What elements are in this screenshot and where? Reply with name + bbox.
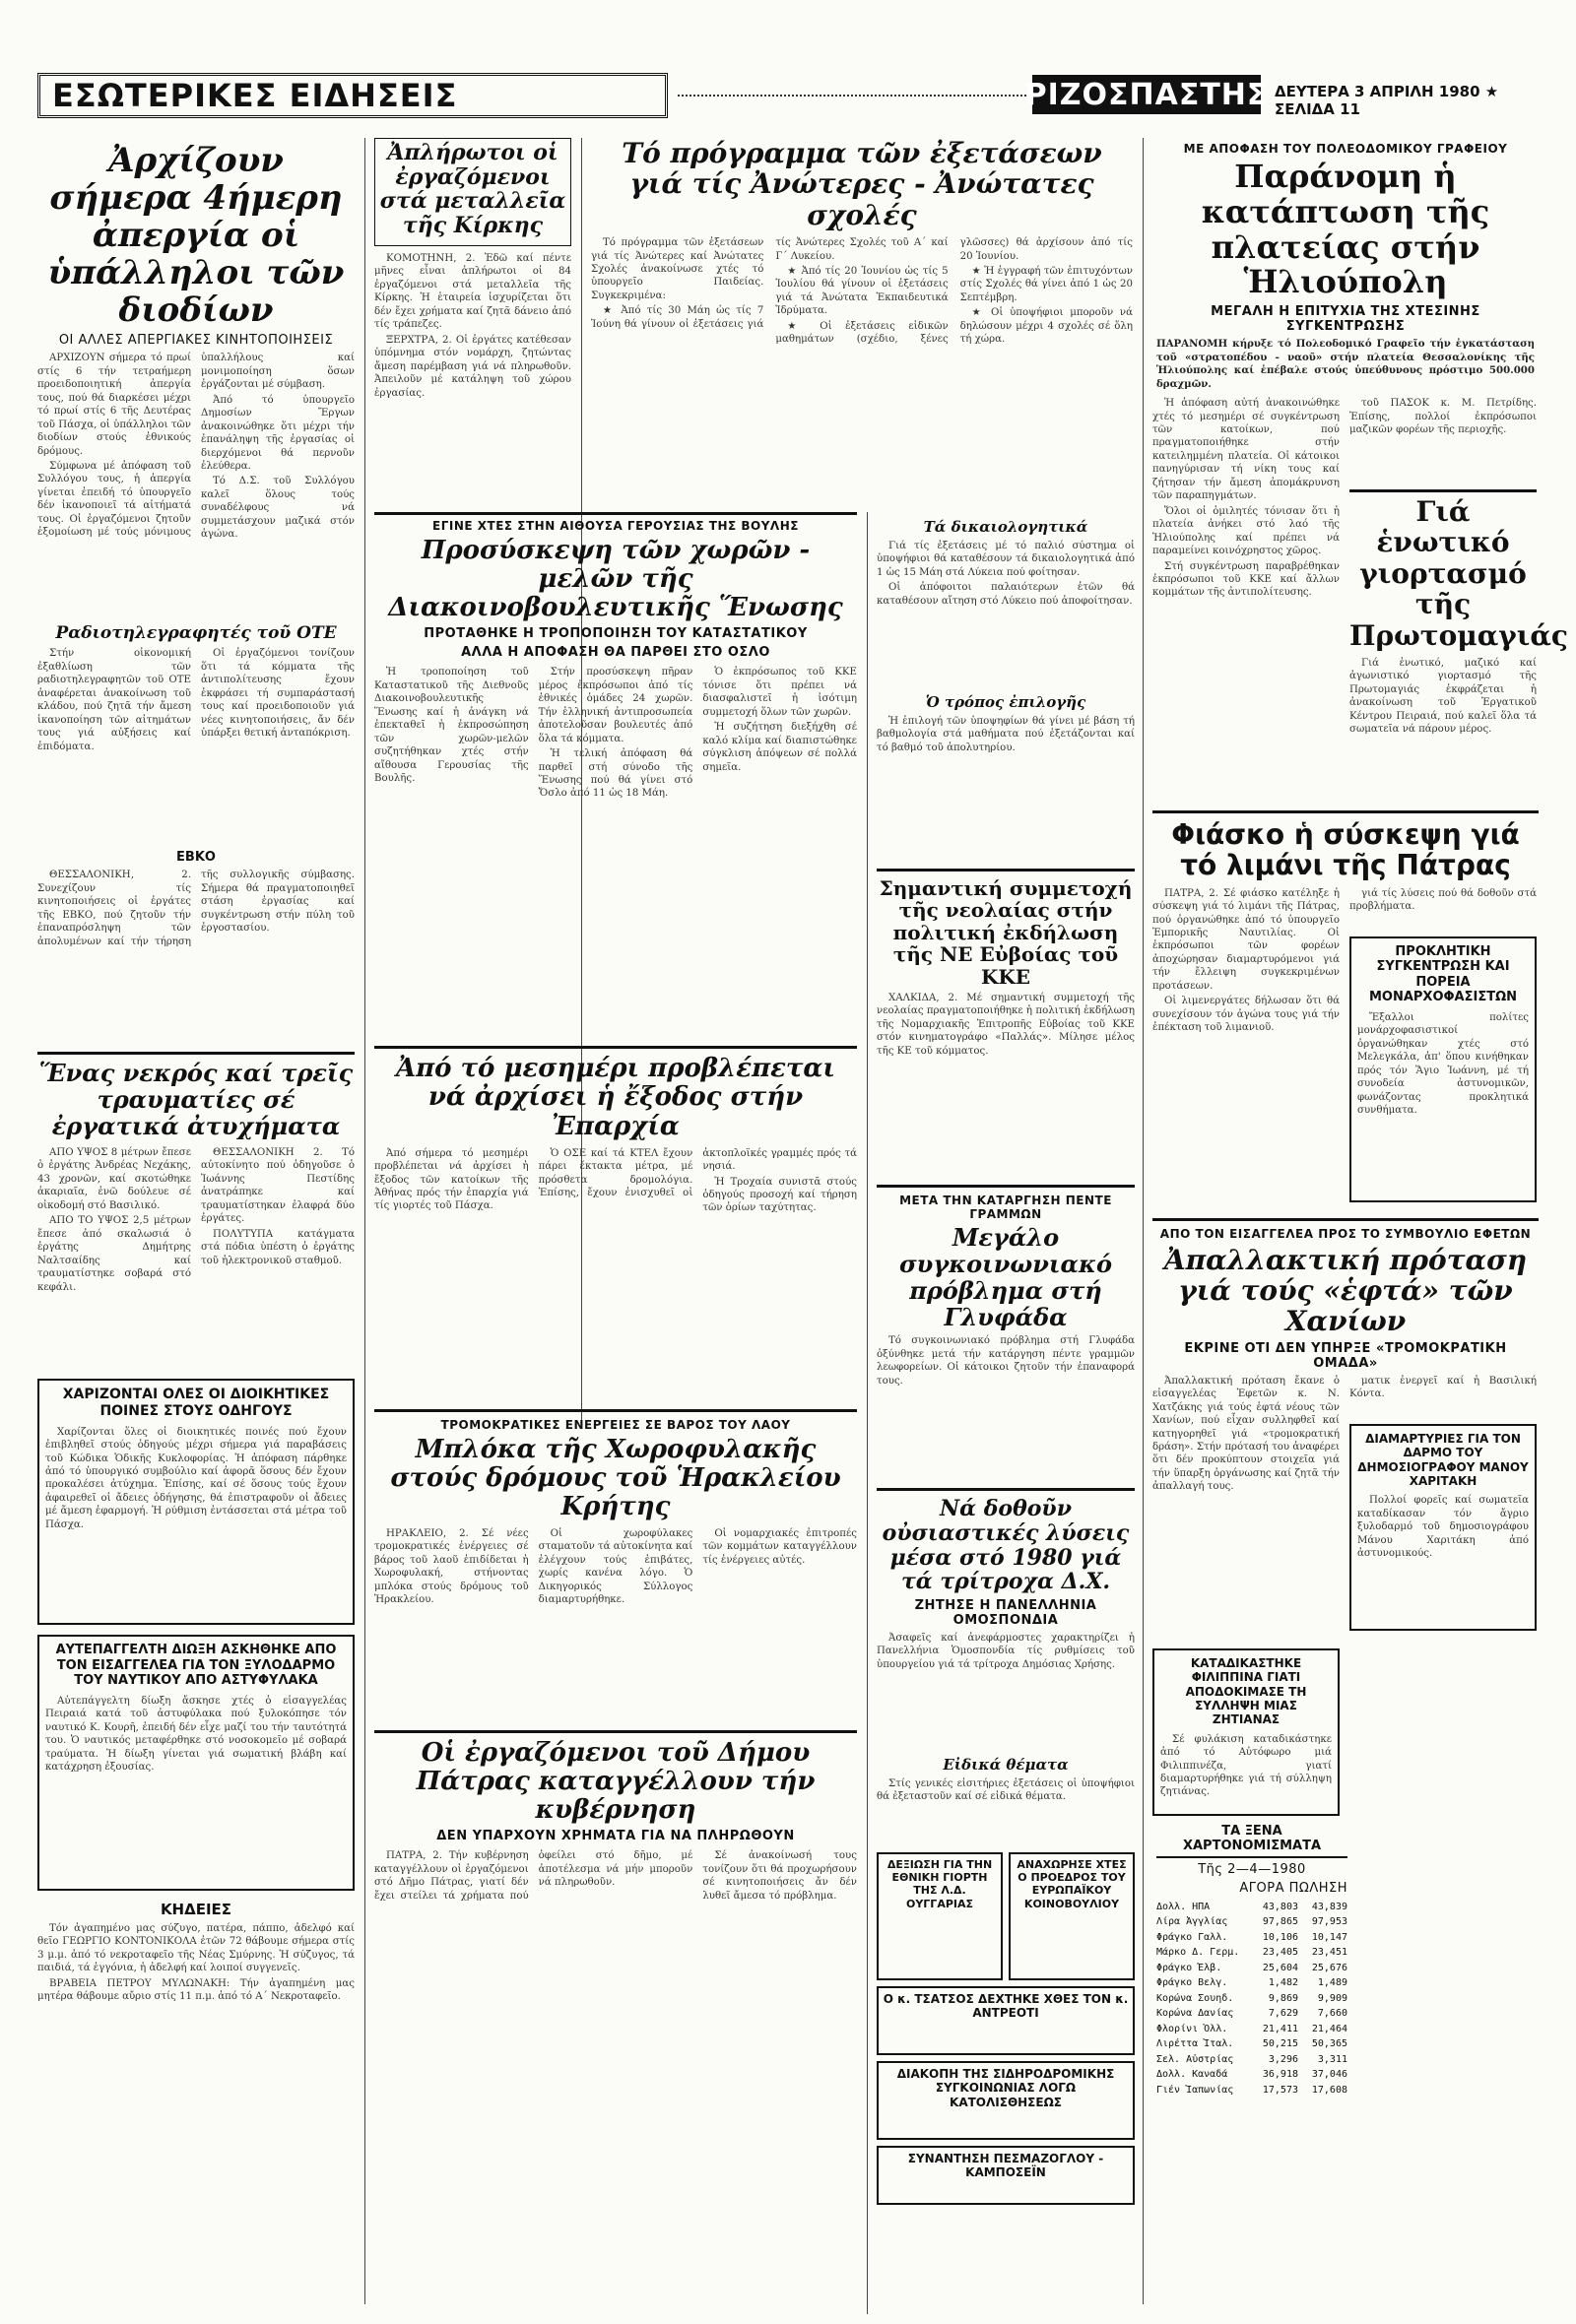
column-divider <box>1143 138 1144 2304</box>
fx-sell: 17,608 <box>1311 2084 1347 2096</box>
box-journalist <box>1349 1424 1537 1631</box>
fx-currency: Φράγκο Βελγ. <box>1156 1977 1228 1989</box>
box-tsatsos <box>877 1986 1135 2055</box>
sub-iliou: ΜΕΓΑΛΗ Η ΕΠΙΤΥΧΙΑ ΤΗΣ ΧΤΕΣΙΝΗΣ ΣΥΓΚΕΝΤΡΩΣΗΣ <box>1211 304 1480 335</box>
article-patra-port: ΠΑΤΡΑ, 2. Σέ φιάσκο κατέληξε ἡ σύσκεψη γιά τό λιμάνι τῆς Πάτρας, πού ὀργανώθηκε ἀπό τό ὑπουργεῖο Ἐμπορικῆς Ναυτιλίας. Οἱ ἐκπρόσωποι τῶν φορέων ἀποχώρησαν διαμαρτυρόμενοι γιά τήν ἔλλειψη συγκεκριμένων προτάσεων. Οἱ λιμενεργάτες δήλωσαν ὅτι θά συνεχίσουν τόν ἀγώνα τους γιά τήν ἐπέκταση τοῦ λιμανιοῦ. <box>1152 887 1341 1034</box>
fx-currency: Γιέν Ἰαπωνίας <box>1156 2084 1234 2096</box>
box-hungary <box>877 1852 1003 1980</box>
dateline-heraklion: ΗΡΑΚΛΕΙΟ, 2. <box>386 1527 469 1539</box>
separator <box>374 512 857 515</box>
column-4 <box>877 512 1135 2314</box>
article-accidents: ΑΠΟ ΥΨΟΣ 8 μέτρων ἔπεσε ὁ ἐργάτης Ἀνδρέας Νεχάκης, 43 χρονῶν, καί σκοτώθηκε ἀκαριαῖα, ἐνῶ δούλευε σέ οἰκοδομή στό Βασιλικό. ΑΠΟ ΤΟ ΥΨΟΣ 2,5 μέτρων ἔπεσε ἀπό σκαλωσιά ὁ ἐργάτης Δημήτρης Ναλτσαίδης καί τραυματίστηκε σοβαρά στό κεφάλι. ΘΕΣΣΑΛΟΝΙΚΗ 2. Τό αὐτοκίνητο πού ὁδηγοῦσε ὁ Ἰωάννης Πεστίδης ἀνατράπηκε καί τραυματίστηκαν ἐλαφρά δύο ἐργάτες. ΠΟΛΥΤΥΠΑ κατάγματα στά πόδια ὑπέστη ὁ ἐργάτης τοῦ ἡλεκτρονικοῦ σταθμοῦ. <box>37 1147 355 1293</box>
article-crete: ΗΡΑΚΛΕΙΟ, 2. Σέ νέες τρομοκρατικές ἐνέργειες σέ βάρος τοῦ λαοῦ ἐπιδίδεται ἡ Χωροφυλακή, στήνοντας μπλόκα στούς δρόμους τοῦ Ἡρακλείου. Οἱ χωροφύλακες σταματοῦν τά αὐτοκίνητα καί ἐλέγχουν τούς ἐπιβάτες, χωρίς κανένα λόγο. Ὁ Δικηγορικός Σύλλογος διαμαρτυρήθηκε. Οἱ νομαρχιακές ἐπιτροπές τῶν κομμάτων καταγγέλλουν τίς ἐνέργειες αὐτές. <box>374 1527 857 1606</box>
subhead-docs: Τά δικαιολογητικά <box>923 518 1088 536</box>
fx-buy: 25,604 <box>1262 1962 1298 1973</box>
fx-sell: 23,451 <box>1311 1947 1347 1959</box>
fx-row <box>1156 2036 1347 2052</box>
fx-sell: 9,909 <box>1317 1992 1347 2004</box>
box-prosecution-title: ΑΥΤΕΠΑΓΓΕΛΤΗ ΔΙΩΞΗ ΑΣΚΗΘΗΚΕ ΑΠΟ ΤΟΝ ΕΙΣΑΓΓΕΛΕΑ ΓΙΑ ΤΟΝ ΞΥΛΟΔΑΡΜΟ ΤΟΥ ΝΑΥΤΙΚΟΥ ΑΠΟ ΑΣΤΥΦΥΛΑΚΑ <box>55 1643 337 1689</box>
headline-exodus: Ἀπό τό μεσημέρι προβλέπεται νά ἀρχίσει ἡ ἔξοδος στήν Ἐπαρχία <box>395 1054 836 1141</box>
fx-currency: Κορώνα Δανίας <box>1156 2008 1234 2020</box>
fx-title: ΤΑ ΞΕΝΑ ΧΑΡΤΟΝΟΜΙΣΜΑΤΑ <box>1156 1824 1347 1858</box>
article-selection: Ἡ ἐπιλογή τῶν ὑποψηφίων θά γίνει μέ βάση τή βαθμολογία στά μαθήματα πού ἐξετάζονται καί τό βαθμό τοῦ ἀπολυτηρίου. <box>877 716 1135 753</box>
article-glyfada: Τό συγκοινωνιακό πρόβλημα στή Γλυφάδα ὀξύνθηκε μετά τήν κατάργηση πέντε γραμμῶν λεωφορείων. Οἱ κάτοικοι ζητοῦν τήν ἐπαναφορά τους. <box>877 1335 1135 1387</box>
box-tsatsos-title: Ο κ. ΤΣΑΤΣΟΣ ΔΕΧΤΗΚΕ ΧΘΕΣ ΤΟΝ κ. ΑΝΤΡΕΟΤΙ <box>883 1991 1129 2021</box>
article-youth: ΧΑΛΚΙΔΑ, 2. Μέ σημαντική συμμετοχή τῆς νεολαίας πραγματοποιήθηκε ἡ πολιτική ἐκδήλωση τῆς Νομαρχιακῆς Ἐπιτροπῆς Εὐβοίας τοῦ ΚΚΕ στόν κινηματογράφο «Παλλάς». Μίλησε μέλος τῆς ΚΕ τοῦ κόμματος. <box>877 992 1135 1057</box>
fx-date: Τῆς 2—4—1980 <box>1198 1861 1306 1877</box>
issue-date: ΔΕΥΤΕΡΑ 3 ΑΠΡΙΛΗ 1980 ★ ΣΕΛΙΔΑ 11 <box>1275 83 1499 118</box>
section-title: ΕΣΩΤΕΡΙΚΕΣ ΕΙΔΗΣΕΙΣ <box>37 73 668 118</box>
fx-row <box>1156 2022 1347 2037</box>
headline-patra-workers: Οἱ ἐργαζόμενοι τοῦ Δήμου Πάτρας καταγγέλλουν τήν κυβέρνηση <box>416 1737 816 1826</box>
kicker-parliament: ΕΓΙΝΕ ΧΤΕΣ ΣΤΗΝ ΑΙΘΟΥΣΑ ΓΕΡΟΥΣΙΑΣ ΤΗΣ ΒΟΥΛΗΣ <box>432 519 799 533</box>
article-kirki: ΚΟΜΟΤΗΝΗ, 2. Ἐδῶ καί πέντε μῆνες εἶναι ἀπλήρωτοι οἱ 84 ἐργαζόμενοι στά μεταλλεῖα τῆς Κίρκης. Ἡ ἑταιρεία ἰσχυρίζεται ὅτι δέν ἔχει χρήματα καί ζητᾶ δάνειο ἀπό τίς τράπεζες. ΞΕΡΧΤΡΑ, 2. Οἱ ἐργάτες κατέθεσαν ὑπόμνημα στόν νομάρχη, ζητώντας ἄμεση παρέμβαση γιά νά πληρωθοῦν. Ἀπειλοῦν μέ κατάληψη τοῦ χώρου ἐργασίας. <box>374 253 572 399</box>
headline-parliament: Προσύσκεψη τῶν χωρῶν - μελῶν τῆς Διακοινοβουλευτικῆς Ἕνωσης <box>388 536 843 623</box>
fx-row <box>1156 1991 1347 2007</box>
sub-chania: ΕΚΡΙΝΕ ΟΤΙ ΔΕΝ ΥΠΗΡΞΕ «ΤΡΟΜΟΚΡΑΤΙΚΗ ΟΜΑΔΑ» <box>1184 1340 1507 1371</box>
article-patra-workers: ΠΑΤΡΑ, 2. Τήν κυβέρνηση καταγγέλλουν οἱ ἐργαζόμενοι στό Δῆμο Πάτρας, γιατί δέν ἔχει στείλει τά χρήματα πού ὀφείλει στό δῆμο, μέ ἀποτέλεσμα νά μήν μποροῦν νά πληρωθοῦν. Σέ ἀνακοίνωσή τους τονίζουν ὅτι θά προχωρήσουν σέ κινητοποιήσεις ἄν δέν λυθεῖ ἄμεσα τό πρόβλημα. <box>374 1850 857 1902</box>
article-ebko: ΘΕΣΣΑΛΟΝΙΚΗ, 2. Συνεχίζουν τίς κινητοποιήσεις οἱ ἐργάτες τῆς ΕΒΚΟ, πού ζητοῦν τήν ἐπαναπρόσληψη τῶν ἀπολυμένων καί τήν τήρηση τῆς συλλογικῆς σύμβασης. Σήμερα θά πραγματοποιηθεῖ στάση ἐργασίας καί συγκέντρωση στήν πύλη τοῦ ἐργοστασίου. <box>37 870 355 947</box>
subheadline-strike: ΟΙ ΑΛΛΕΣ ΑΠΕΡΓΙΑΚΕΣ ΚΙΝΗΤΟΠΟΙΗΣΕΙΣ <box>58 333 334 349</box>
fx-header: ΑΓΟΡΑ ΠΩΛΗΣΗ <box>1239 1880 1347 1896</box>
article-iliou: Ἡ ἀπόφαση αὐτή ἀνακοινώθηκε χτές τό μεσημέρι σέ συγκέντρωση τῶν κατοίκων, πού πραγματοποιήθηκε στήν κατειλημμένη πλατεία. Οἱ κάτοικοι πανηγύρισαν τή νίκη τους καί ζήτησαν τήν ἄμεση ἀπομάκρυνση τῶν παραπηγμάτων. Ὅλοι οἱ ὁμιλητές τόνισαν ὅτι ἡ πλατεία ἀνήκει στό λαό τῆς Ἡλιούπολης καί πρέπει νά παραμείνει κοινόχρηστος χῶρος. Στή συγκέντρωση παραβρέθηκαν ἐκπρόσωποι τοῦ ΚΚΕ καί ἄλλων κομμάτων τῆς ἀντιπολίτευσης. <box>1152 398 1340 599</box>
headline-kirki: Ἀπλήρωτοι οἱ ἐργαζόμενοι στά μεταλλεῖα τῆς Κίρκης <box>379 140 566 238</box>
sub-parliament-2: ΑΛΛΑ Η ΑΠΟΦΑΣΗ ΘΑ ΠΑΡΘΕΙ ΣΤΟ ΟΣΛΟ <box>461 645 770 661</box>
fx-buy: 7,629 <box>1268 2008 1298 2020</box>
separator <box>1349 489 1537 492</box>
dateline-xerxtra: ΞΕΡΧΤΡΑ, 2. <box>386 334 452 346</box>
article-docs: Γιά τίς ἐξετάσεις μέ τό παλιό σύστημα οἱ ὑποψήφιοι θά καταθέσουν τά δικαιολογητικά ἀπό 1 ὡς 15 Μάη στά Λύκεια πού φοίτησαν. Οἱ ἀπόφοιτοι παλαιότερων ἐτῶν θά καταθέσουν αἴτηση στό Λύκειο πού ἀποφοίτησαν. <box>877 541 1135 607</box>
fx-currency: Κορώνα Σουηδ. <box>1156 1992 1234 2004</box>
article-chania: Ἀπαλλακτική πρόταση ἔκανε ὁ εἰσαγγελέας Ἐφετῶν κ. Ν. Χατζάκης γιά τούς ἑφτά νέους τῶν Χανίων, πού εἶχαν συλληφθεῖ καί κατηγορηθεῖ γιά «τρομοκρατική δράση». Στήν πρότασή του ἀναφέρει ὅτι δέν προκύπτουν στοιχεῖα γιά τήν ὕπαρξη ὀργάνωσης καί ζητᾶ τήν ἀπαλλαγή τους. <box>1152 1375 1340 1493</box>
exams-block <box>591 138 1133 502</box>
box-meeting <box>877 2146 1135 2205</box>
separator <box>877 1488 1135 1491</box>
fx-buy: 21,411 <box>1262 2023 1298 2034</box>
fx-buy: 9,869 <box>1268 1992 1298 2004</box>
fx-buy: 17,573 <box>1262 2084 1298 2096</box>
fx-sell: 50,365 <box>1311 2038 1347 2050</box>
box-journalist-text: Πολλοί φορεῖς καί σωματεῖα καταδίκασαν τόν ἄγριο ξυλοδαρμό τοῦ δημοσιογράφου Μάνου Χαριτάκη ἀπό ἀστυνομικούς. <box>1357 1495 1529 1560</box>
box-penalties <box>37 1379 355 1625</box>
fx-table <box>1156 1824 1347 2149</box>
article-exams: Τό πρόγραμμα τῶν ἐξετάσεων γιά τίς Ἀνώτερες καί Ἀνώτατες Σχολές ἀνακοίνωσε χτές τό ὑπουργεῖο Παιδείας. Συγκεκριμένα: ★ Ἀπό τίς 30 Μάη ὡς τίς 7 Ἰούνη θά γίνουν οἱ ἐξετάσεις γιά τίς Ἀνώτερες Σχολές τοῦ Α΄ καί Γ΄ Λυκείου. ★ Ἀπό τίς 20 Ἰουνίου ὡς τίς 5 Ἰουλίου θά γίνουν οἱ ἐξετάσεις γιά τά Ἀνώτατα Ἐκπαιδευτικά Ἱδρύματα. ★ Οἱ ἐξετάσεις εἰδικῶν μαθημάτων (σχέδιο, ξένες γλῶσσες) θά ἀρχίσουν ἀπό τίς 20 Ἰουνίου. ★ Ἡ ἐγγραφή τῶν ἐπιτυχόντων στίς Σχολές θά γίνει ἀπό 1 ὡς 20 Σεπτέμβρη. ★ Οἱ ὑποψήφιοι μποροῦν νά δηλώσουν μέχρι 4 σχολές σέ ὅλη τή χώρα. <box>591 237 1133 346</box>
box-kirki-title <box>374 138 571 246</box>
headline-tricycles: Νά δοθοῦν οὐσιαστικές λύσεις μέσα στό 1980 γιά τά τρίτροχα Δ.Χ. <box>882 1496 1130 1595</box>
fx-buy: 43,803 <box>1262 1901 1298 1912</box>
box-filipina <box>1152 1648 1340 1816</box>
fx-row <box>1156 1914 1347 1930</box>
article-tricycles: Ἀσαφεῖς καί ἀνεφάρμοστες χαρακτηρίζει ἡ Πανελλήνια Ὁμοσπονδία τίς ρυθμίσεις τοῦ ὑπουργείου γιά τά τρίτροχα Δημόσιας Χρήσης. <box>877 1632 1135 1670</box>
fx-buy: 23,405 <box>1262 1947 1298 1959</box>
dateline-patra-2: ΠΑΤΡΑ, 2. <box>386 1850 442 1862</box>
fx-row <box>1156 2067 1347 2083</box>
fx-row <box>1156 1945 1347 1961</box>
headline-patra-port: Φιάσκο ἡ σύσκεψη γιά τό λιμάνι τῆς Πάτρας <box>1171 817 1520 882</box>
fx-sell: 97,953 <box>1311 1916 1347 1928</box>
subhead-ebko: ΕΒΚΟ <box>176 850 216 866</box>
fx-currency: Σελ. Αὐστρίας <box>1156 2053 1234 2065</box>
article-exodus: Ἀπό σήμερα τό μεσημέρι προβλέπεται νά ἀρχίσει ἡ ἔξοδος τῶν κατοίκων τῆς Ἀθήνας πρός τήν ἐπαρχία γιά τίς γιορτές τοῦ Πάσχα. Ὁ ΟΣΕ καί τά ΚΤΕΛ ἔχουν πάρει ἔκτακτα μέτρα, μέ πρόσθετα δρομολόγια. Ἐπίσης, ἔχουν ἐνισχυθεῖ οἱ ἀκτοπλοϊκές γραμμές πρός τά νησιά. Ἡ Τροχαία συνιστᾶ στούς ὁδηγούς προσοχή καί τήρηση τῶν ὁρίων ταχύτητας. <box>374 1147 857 1214</box>
box-penalties-text: Χαρίζονται ὅλες οἱ διοικητικές ποινές πού ἔχουν ἐπιβληθεῖ στούς ὁδηγούς μέχρι σήμερα γιά παραβάσεις τοῦ Κώδικα Ὁδικῆς Κυκλοφορίας. Ἡ ἀπόφαση πάρθηκε ἀπό τό ὑπουργικό συμβούλιο καί ἀφορᾶ ὅσους δέν ἔχουν προκαλέσει ἀτύχημα. Ἐπίσης, καί σέ ὅσους τούς ἔχουν ἀφαιρεθεῖ οἱ ἄδειες ὁδήγησης, θά ἐπιστραφοῦν οἱ ἄδειες μέ ἄμεση ἐφαρμογή. Ἡ ρύθμιση ἐντάσσεται στά μέτρα τοῦ Πάσχα. <box>45 1426 347 1530</box>
fx-row <box>1156 2083 1347 2098</box>
dateline-chalkida: ΧΑΛΚΙΔΑ, 2. <box>888 992 958 1003</box>
headline-chania: Ἀπαλλακτική πρόταση γιά τούς «ἑφτά» τῶν Χανίων <box>1163 1243 1528 1338</box>
separator <box>374 1730 857 1733</box>
fx-sell: 43,839 <box>1311 1901 1347 1912</box>
headline-youth: Σημαντική συμμετοχή τῆς νεολαίας στήν πολιτική ἐκδήλωση τῆς ΝΕ Εὐβοίας τοῦ ΚΚΕ <box>879 876 1133 989</box>
kicker-crete: ΤΡΟΜΟΚΡΑΤΙΚΕΣ ΕΝΕΡΓΕΙΕΣ ΣΕ ΒΑΡΟΣ ΤΟΥ ΛΑΟΥ <box>440 1417 791 1432</box>
box-prosecution <box>37 1635 355 1891</box>
headline-glyfada: Μεγάλο συγκοινωνιακό πρόβλημα στή Γλυφάδα <box>898 1222 1113 1331</box>
fx-buy: 97,865 <box>1262 1916 1298 1928</box>
fx-sell: 3,311 <box>1317 2053 1347 2065</box>
fx-buy: 1,482 <box>1268 1977 1298 1989</box>
column-1 <box>37 138 355 2304</box>
separator <box>374 1046 857 1049</box>
fx-currency: Λιρέττα Ἰταλ. <box>1156 2038 1234 2050</box>
article-special: Στίς γενικές εἰσιτήριες ἐξετάσεις οἱ ὑποψήφιοι θά ἐξεταστοῦν καί σέ εἰδικά θέματα. <box>877 1777 1135 1803</box>
dateline-patra: ΠΑΤΡΑ, 2. <box>1164 887 1219 899</box>
box-euro <box>1009 1852 1135 1980</box>
box-monarcho <box>1349 936 1537 1202</box>
headline-iliou: Παράνομη ἡ κατάπτωση τῆς πλατείας στήν Ἡλιούπολη <box>1201 158 1490 301</box>
fx-currency: Φλορίνι Ὁλλ. <box>1156 2023 1228 2034</box>
dateline-komotini: ΚΟΜΟΤΗΝΗ, 2. <box>386 253 476 264</box>
fx-sell: 10,147 <box>1311 1931 1347 1943</box>
kicker-chania: ΑΠΟ ΤΟΝ ΕΙΣΑΓΓΕΛΕΑ ΠΡΟΣ ΤΟ ΣΥΜΒΟΥΛΙΟ ΕΦΕΤΩΝ <box>1159 1226 1532 1241</box>
funerals-title: ΚΗΔΕΙΕΣ <box>160 1901 232 1919</box>
headline-strike: Ἀρχίζουν σήμερα 4ήμερη ἀπεργία οἱ ὑπάλληλοι τῶν διοδίων <box>47 141 345 331</box>
box-filipina-text: Σέ φυλάκιση καταδικάστηκε ἀπό τό Αὐτόφωρο μιά Φιλιππινέζα, γιατί διαμαρτυρήθηκε γιά τή σύλληψη ζητιάνας. <box>1160 1733 1332 1798</box>
article-ote: Στήν οἰκονομική ἐξαθλίωση τῶν ραδιοτηλεγραφητῶν τοῦ ΟΤΕ ἀναφέρεται ἀνακοίνωση τοῦ κλάδου, πού ζητᾶ τήν ἄμεση ἱκανοποίηση τῶν αἰτημάτων τους γιά αὐξήσεις καί ἐπιδόματα. Οἱ ἐργαζόμενοι τονίζουν ὅτι τά κόμματα τῆς ἀντιπολίτευσης ἔχουν ἐκφράσει τή συμπαράστασή τους καί προειδοποιοῦν γιά νέες κινητοποιήσεις, ἄν δέν ὑπάρξει θετική ἀνταπόκριση. <box>37 648 355 752</box>
fx-row <box>1156 2006 1347 2022</box>
fx-currency: Μάρκο Δ. Γερμ. <box>1156 1947 1240 1959</box>
fx-buy: 10,106 <box>1262 1931 1298 1943</box>
headline-accidents: Ἕνας νεκρός καί τρεῖς τραυματίες σέ ἐργατικά ἀτυχήματα <box>38 1059 354 1141</box>
box-journalist-title: ΔΙΑΜΑΡΤΥΡΙΕΣ ΓΙΑ ΤΟΝ ΔΑΡΜΟ ΤΟΥ ΔΗΜΟΣΙΟΓΡΑΦΟΥ ΜΑΝΟΥ ΧΑΡΙΤΑΚΗ <box>1357 1431 1529 1488</box>
box-prosecution-text: Αὐτεπάγγελτη δίωξη ἄσκησε χτές ὁ εἰσαγγελέας Πειραιά κατά τοῦ ἀστυφύλακα πού ξυλοκόπησε τόν ναυτικό Κ. Κουρῆ, ἐπειδή δέν εἶχε μαζί του τήν ταυτότητά του. Ὁ ναυτικός μεταφέρθηκε στό νοσοκομεῖο μέ σοβαρά τραύματα. Ἡ δίωξη γίνεται γιά σωματική βλάβη καί κατάχρηση ἐξουσίας. <box>45 1695 347 1774</box>
fx-sell: 25,676 <box>1311 1962 1347 1973</box>
fx-row <box>1156 1930 1347 1946</box>
separator <box>1152 1218 1539 1221</box>
box-filipina-title: ΚΑΤΑΔΙΚΑΣΤΗΚΕ ΦΙΛΙΠΠΙΝΑ ΓΙΑΤΙ ΑΠΟΔΟΚΙΜΑΣΕ ΤΗ ΣΥΛΛΗΨΗ ΜΙΑΣ ΖΗΤΙΑΝΑΣ <box>1185 1655 1307 1727</box>
fx-buy: 50,215 <box>1262 2038 1298 2050</box>
sub-parliament-1: ΠΡΟΤΑΘΗΚΕ Η ΤΡΟΠΟΠΟΙΗΣΗ ΤΟΥ ΚΑΤΑΣΤΑΤΙΚΟΥ <box>424 626 808 642</box>
fx-buy: 36,918 <box>1262 2069 1298 2081</box>
kicker-iliou: ΜΕ ΑΠΟΦΑΣΗ ΤΟΥ ΠΟΛΕΟΔΟΜΙΚΟΥ ΓΡΑΦΕΙΟΥ <box>1183 142 1508 156</box>
box-meeting-title: ΣΥΝΑΝΤΗΣΗ ΠΕΣΜΑΖΟΓΛΟΥ - ΚΑΜΠΟΣΕΪΝ <box>907 2151 1104 2180</box>
fx-rows <box>1156 1900 1347 2098</box>
article-patra-port-cont: γιά τίς λύσεις πού θά δοθοῦν στά προβλήματα. <box>1349 887 1537 913</box>
box-hungary-title: ΔΕΞΙΩΣΗ ΓΙΑ ΤΗΝ ΕΘΝΙΚΗ ΓΙΟΡΤΗ ΤΗΣ Λ.Δ. ΟΥΓΓΑΡΙΑΣ <box>886 1857 993 1910</box>
separator <box>877 1185 1135 1188</box>
fx-currency: Δολλ. ΗΠΑ <box>1156 1901 1211 1912</box>
article-strike: ΑΡΧΙΖΟΥΝ σήμερα τό πρωί στίς 6 τήν τετραήμερη προειδοποιητική ἀπεργία τους, πού θά διαρκέσει μέχρι τό πρωί στίς 6 τῆς Δευτέρας τοῦ Πάσχα, οἱ ὑπάλληλοι τῶν διοδίων στούς ἐθνικούς δρόμους. Σύμφωνα μέ ἀπόφαση τοῦ Συλλόγου τους, ἡ ἀπεργία γίνεται ἐπειδή τό ὑπουργεῖο δέν ἱκανοποιεῖ τά αἰτήματά τους. Οἱ ἐργαζόμενοι ζητοῦν ἐξομοίωση μέ τούς μόνιμους ὑπαλλήλους καί μονιμοποίηση ὅσων ἐργάζονται μέ σύμβαση. Ἀπό τό ὑπουργεῖο Δημοσίων Ἔργων ἀνακοινώθηκε ὅτι μέχρι τήν ἐπανάληψη τῆς ἐργασίας οἱ διερχόμενοι θά περνοῦν ἐλεύθερα. Τό Δ.Σ. τοῦ Συλλόγου καλεῖ ὅλους τούς συναδέλφους νά συμμετάσχουν μαζικά στόν ἀγώνα. <box>37 353 355 541</box>
column-divider <box>867 512 868 2314</box>
fx-row <box>1156 1900 1347 1915</box>
fx-row <box>1156 1975 1347 1991</box>
box-rail <box>877 2061 1135 2140</box>
fx-currency: Φράγκο Ἑλβ. <box>1156 1962 1222 1973</box>
box-rail-title: ΔΙΑΚΟΠΗ ΤΗΣ ΣΙΔΗΡΟΔΡΟΜΙΚΗΣ ΣΥΓΚΟΙΝΩΝΙΑΣ ΛΟΓΩ ΚΑΤΟΛΙΣΘΗΣΕΩΣ <box>896 2066 1115 2109</box>
separator <box>877 869 1135 872</box>
fx-currency: Φράγκο Γαλλ. <box>1156 1931 1228 1943</box>
masthead <box>37 73 1537 122</box>
fx-sell: 7,660 <box>1317 2008 1347 2020</box>
sub-patra-workers: ΔΕΝ ΥΠΑΡΧΟΥΝ ΧΡΗΜΑΤΑ ΓΙΑ ΝΑ ΠΛΗΡΩΘΟΥΝ <box>436 1829 795 1844</box>
fx-currency: Λίρα Ἀγγλίας <box>1156 1916 1228 1928</box>
article-parliament: Ἡ τροποποίηση τοῦ Καταστατικοῦ τῆς Διεθνοῦς Διακοινοβουλευτικῆς Ἕνωσης καί ἡ ἀνάγκη νά ἐπεκταθεῖ ἡ ἐκπροσώπηση τῶν χωρῶν-μελῶν συζητήθηκαν χτές στήν αἴθουσα Γερουσίας τῆς Βουλῆς. Στήν προσύσκεψη πῆραν μέρος ἐκπρόσωποι ἀπό τίς ἐθνικές ὁμάδες 24 χωρῶν. Τήν ἑλληνική ἀντιπροσωπεία ἀποτελοῦσαν βουλευτές ἀπό ὅλα τά κόμματα. Ἡ τελική ἀπόφαση θά παρθεῖ στή σύνοδο τῆς Ἕνωσης πού θά γίνει στό Ὄσλο ἀπό 11 ὡς 18 Μάη. Ὁ ἐκπρόσωπος τοῦ ΚΚΕ τόνισε ὅτι πρέπει νά διασφαλιστεῖ ἡ ἰσότιμη συμμετοχή ὅλων τῶν χωρῶν. Ἡ συζήτηση διεξήχθη σέ καλό κλίμα καί διαπιστώθηκε σύγκλιση ἀπόψεων σέ πολλά σημεῖα. <box>374 667 857 800</box>
newspaper-logo: ΡΙΖΟΣΠΑΣΤΗΣ <box>1032 75 1261 114</box>
article-mayday: Γιά ἑνωτικό, μαζικό καί ἀγωνιστικό γιορτασμό τῆς Πρωτομαγιάς ἐκφράζεται ἡ ἀνακοίνωση τοῦ Ἐργατικοῦ Κέντρου Πειραιά, πού καλεῖ ὅλα τά σωματεῖα νά πάρουν μέρος. <box>1349 657 1537 736</box>
headline-mayday: Γιά ἑνωτικό γιορτασμό τῆς Πρωτομαγιάς <box>1349 495 1568 652</box>
headline-crete: Μπλόκα τῆς Χωροφυλακῆς στούς δρόμους τοῦ Ἡρακλείου Κρήτης <box>390 1434 841 1521</box>
fx-row <box>1156 1961 1347 1976</box>
fx-buy: 3,296 <box>1268 2053 1298 2065</box>
fx-sell: 37,046 <box>1311 2069 1347 2081</box>
fx-currency: Δολλ. Καναδά <box>1156 2069 1228 2081</box>
column-6 <box>1152 138 1568 2304</box>
article-chania-cont: ματικ ἐνεργεῖ καί ἡ Βασιλική Κόντα. <box>1349 1375 1537 1400</box>
mid-block <box>374 512 857 2314</box>
sub-tricycles: ΖΗΤΗΣΕ Η ΠΑΝΕΛΛΗΝΙΑ ΟΜΟΣΠΟΝΔΙΑ <box>914 1597 1097 1628</box>
column-2 <box>374 138 571 502</box>
separator <box>37 1052 355 1055</box>
subhead-special: Εἰδικά θέματα <box>943 1755 1069 1774</box>
separator <box>374 1409 857 1412</box>
subhead-selection: Ὁ τρόπος ἐπιλογῆς <box>925 693 1086 711</box>
fx-sell: 21,464 <box>1311 2023 1347 2034</box>
box-monarcho-title: ΠΡΟΚΛΗΤΙΚΗ ΣΥΓΚΕΝΤΡΩΣΗ ΚΑΙ ΠΟΡΕΙΑ ΜΟΝΑΡΧΟΦΑΣΙΣΤΩΝ <box>1368 943 1518 1005</box>
fx-row <box>1156 2052 1347 2068</box>
kicker-glyfada: ΜΕΤΑ ΤΗΝ ΚΑΤΑΡΓΗΣΗ ΠΕΝΤΕ ΓΡΑΜΜΩΝ <box>899 1193 1112 1221</box>
subhead-ote: Ραδιοτηλεγραφητές τοῦ ΟΤΕ <box>55 623 337 644</box>
headline-exams: Τό πρόγραμμα τῶν ἐξετάσεων γιά τίς Ἀνώτερες - Ἀνώτατες σχολές <box>622 137 1102 231</box>
column-divider <box>364 138 365 2304</box>
box-penalties-title: ΧΑΡΙΖΟΝΤΑΙ ΟΛΕΣ ΟΙ ΔΙΟΙΚΗΤΙΚΕΣ ΠΟΙΝΕΣ ΣΤΟΥΣ ΟΔΗΓΟΥΣ <box>62 1387 330 1419</box>
box-euro-title: ΑΝΑΧΩΡΗΣΕ ΧΤΕΣ Ο ΠΡΟΕΔΡΟΣ ΤΟΥ ΕΥΡΩΠΑΪΚΟΥ ΚΟΙΝΟΒΟΥΛΙΟΥ <box>1017 1857 1127 1910</box>
funerals-text: Τόν ἀγαπημένο μας σύζυγο, πατέρα, πάππο, ἀδελφό καί θεῖο ΓΕΩΡΓΙΟ ΚΟΝΤΟΝΙΚΟΛΑ ἐτῶν 72 θάβουμε σήμερα στίς 3 μ.μ. ἀπό τό νεκροταφεῖο τῆς Νέας Σμύρνης. Ἡ σύζυγος, τά παιδιά, τά ἐγγόνια, ἡ ἀδελφή καί λοιποί συγγενεῖς. ΒΡΑΒΕΙΑ ΠΕΤΡΟΥ ΜΥΛΩΝΑΚΗ: Τήν ἀγαπημένη μας μητέρα θάβουμε αὔριο στίς 11 π.μ. ἀπό τό Α΄ Νεκροταφεῖο. <box>37 1923 355 2003</box>
box-monarcho-text: Ἔξαλλοι πολίτες μονάρχοφασιστικοί ὀργανώθηκαν χτές στό Μελεγκάλα, ἀπ' ὅπου κινήθηκαν πρός τόν Ἅγιο Ἰωάννη, μέ τή συνοδεία ἀστυνομικῶν, φωνάζοντας προκλητικά συνθήματα. <box>1357 1012 1529 1117</box>
intro-iliou: ΠΑΡΑΝΟΜΗ κήρυξε τό Πολεοδομικό Γραφεῖο τήν ἐγκατάσταση τοῦ «στρατοπέδου - ναοῦ» στήν πλατεία Θεσσαλονίκης τῆς Ἡλιούπολης καί ἐπέβαλε στούς ὑπεύθυνους πρόστιμο 500.000 δραχμῶν. <box>1156 338 1535 390</box>
article-iliou-cont: τοῦ ΠΑΣΟΚ κ. Μ. Πετρίδης. Ἐπίσης, πολλοί ἐκπρόσωποι μαζικῶν φορέων τῆς περιοχῆς. <box>1349 398 1537 436</box>
separator <box>1152 810 1539 813</box>
fx-sell: 1,489 <box>1317 1977 1347 1989</box>
